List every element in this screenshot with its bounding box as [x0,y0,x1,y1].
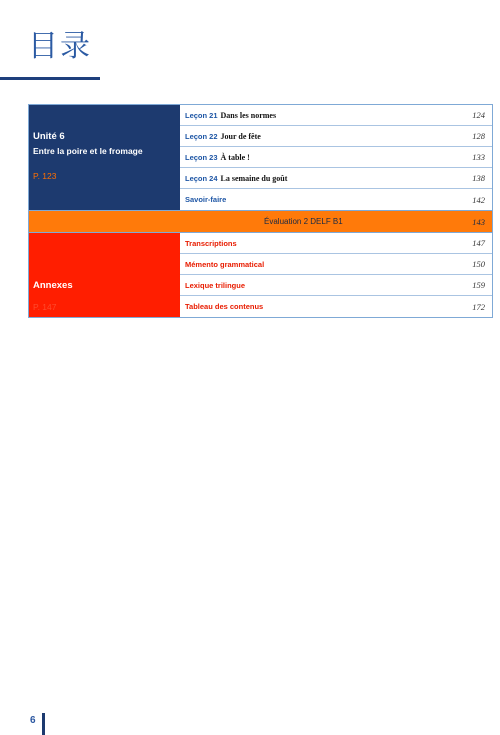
lesson-23-row[interactable] [180,147,492,168]
lesson-title: Dans les normes [220,110,277,120]
page-title: 目录 [28,29,92,64]
lesson-title: La semaine du goût [220,173,288,183]
evaluation-label: Évaluation 2 DELF B1 [264,217,343,226]
lesson-number: Leçon 24 [185,173,218,183]
footer-page-number: 6 [30,715,36,726]
lesson-21-row[interactable] [180,105,492,126]
annex-label: Mémento grammatical [185,259,265,269]
page-number: 172 [472,301,485,312]
savoir-faire-label: Savoir-faire [185,195,227,204]
lesson-title: À table ! [220,152,250,162]
annex-transcriptions-row[interactable] [180,233,492,254]
lesson-24-row[interactable] [180,168,492,189]
unit-page: P. 123 [33,171,57,181]
lesson-number: Leçon 23 [185,152,218,162]
annex-label: Transcriptions [185,238,237,248]
annexes-section [29,233,492,317]
page-number: 133 [472,152,485,162]
page-number: 147 [472,238,485,248]
annex-lexique-row[interactable] [180,275,492,296]
unit-6-lessons [180,105,492,210]
page-number: 124 [472,110,485,120]
table-of-contents [28,104,493,318]
annexes-title: Annexes [33,280,73,291]
savoir-faire-row[interactable] [180,189,492,210]
lesson-title: Jour de fête [220,131,261,141]
page-number: 159 [472,280,485,290]
annexes-label[interactable] [29,233,180,317]
page-number: 143 [472,216,485,227]
unit-6-section [29,105,492,210]
footer-bar [42,713,45,735]
lesson-22-row[interactable] [180,126,492,147]
page-number: 150 [472,259,485,269]
page-number: 128 [472,131,485,141]
page-number: 138 [472,173,485,183]
annex-label: Tableau des contenus [185,302,264,311]
unit-subtitle: Entre la poire et le fromage [33,146,143,156]
annex-label: Lexique trilingue [185,280,246,290]
unit-6-label[interactable] [29,105,180,210]
annex-tableau-row[interactable] [180,296,492,317]
evaluation-row[interactable] [29,210,492,233]
annex-memento-row[interactable] [180,254,492,275]
page-number: 142 [472,194,485,205]
lesson-number: Leçon 21 [185,110,218,120]
unit-title: Unité 6 [33,131,65,142]
annexes-page: P. 147 [33,302,57,312]
title-underline [0,77,100,80]
lesson-number: Leçon 22 [185,131,218,141]
annexes-items [180,233,492,317]
